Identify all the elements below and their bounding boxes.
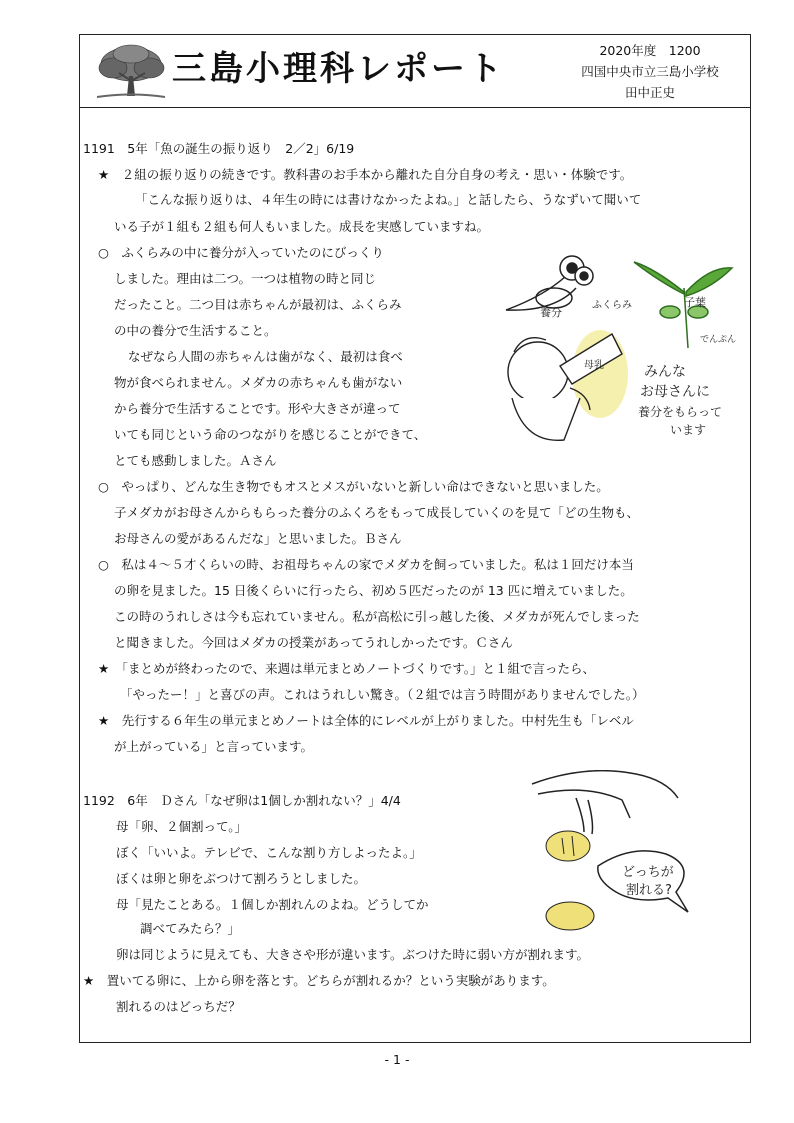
school-name: 四国中央市立三島小学校 (581, 64, 719, 79)
paragraph-line: 卵は同じように見えても、大きさや形が違います。ぶつけた時に弱い方が割れます。 (116, 947, 590, 962)
paragraph-line: 「こんな振り返りは、４年生の時には書けなかったよね。」と話したら、うなずいて聞いて (135, 192, 642, 207)
paragraph-line: ★ ２組の振り返りの続きです。教科書のお手本から離れた自分自身の考え・思い・体験です。 (98, 167, 633, 182)
milk-label: 母乳 (584, 360, 604, 371)
starch-label: でんぷん (700, 335, 737, 345)
note-line: います (670, 423, 707, 437)
bubble-text: どっちが (622, 865, 674, 880)
note-line: お母さんに (640, 384, 710, 400)
paragraph-line: 物が食べられません。メダカの赤ちゃんも歯がない (114, 375, 403, 390)
paragraph-line: 母「見たことある。１個しか割れんのよね。どうしてか (116, 897, 429, 912)
yolk-label: 養分 (540, 306, 562, 319)
tree-logo-icon (93, 40, 169, 102)
paragraph-line: 割れるのはどっちだ？ (116, 999, 241, 1014)
paragraph-line: この時のうれしさは今も忘れていません。私が高松に引っ越した後、メダカが死んでしまった (114, 609, 640, 624)
paragraph-line: ぼくは卵と卵をぶつけて割ろうとしました。 (116, 871, 367, 886)
paragraph-line: ○ 私は４～５才くらいの時、お祖母ちゃんの家でメダカを飼っていました。私は１回だけ本当 (98, 557, 634, 572)
cotyledon-label: 子葉 (684, 296, 706, 309)
paragraph-line: ○ やっぱり、どんな生き物でもオスとメスがいないと新しい命はできないと思いました。 (98, 479, 609, 494)
bulge-label: ふくらみ (592, 300, 632, 311)
paragraph-line: いる子が１組も２組も何人もいました。成長を実感していますね。 (114, 219, 490, 234)
paragraph-line: だったこと。二つ目は赤ちゃんが最初は、ふくらみ (114, 297, 402, 312)
hand-icon (532, 771, 678, 834)
paragraph-line: と聞きました。今回はメダカの授業があってうれしかったです。Ｃさん (114, 635, 513, 650)
note-line: みんな (644, 364, 686, 380)
header-info (560, 40, 740, 103)
paragraph-line: ★ 置いてる卵に、上から卵を落とす。どちらが割れるか？という実験があります。 (83, 973, 555, 988)
paragraph-line: 「やったー！」と喜びの声。これはうれしい驚き。（２組では言う時間がありませんでした。） (120, 687, 645, 702)
note-line: 養分をもらって (638, 405, 723, 419)
falling-egg-icon (546, 831, 590, 861)
paragraph-line: ぼく「いいよ。テレビで、こんな割り方しよったよ。」 (116, 845, 422, 860)
bubble-text: 割れる? (626, 883, 672, 898)
resting-egg-icon (546, 902, 594, 930)
paragraph-line: ★ 先行する６年生の単元まとめノートは全体的にレベルが上がりました。中村先生も「レベル (98, 713, 634, 728)
paragraph-line: ★ 「まとめが終わったので、来週は単元まとめノートづくりです。」と１組で言ったら、 (98, 661, 595, 676)
paragraph-line: お母さんの愛があるんだな」と思いました。Ｂさん (114, 531, 402, 546)
yolk-sac-illustration (484, 248, 740, 444)
paragraph-line: の卵を見ました。15 日後くらいに行ったら、初め５匹だったのが 13 匹に増えていました。 (114, 583, 633, 598)
fish-larva-icon (506, 256, 593, 310)
paragraph-line: の中の養分で生活すること。 (114, 323, 277, 338)
speech-bubble (598, 851, 688, 912)
paragraph-line: が上がっている」と言っています。 (114, 739, 314, 754)
paragraph-line: とても感動しました。Ａさん (114, 453, 277, 468)
author-name: 田中正史 (624, 85, 675, 100)
paragraph-line: から養分で生活することです。形や大きさが違って (114, 401, 401, 416)
paragraph-line: なぜなら人間の赤ちゃんは歯がなく、最初は食べ (128, 349, 403, 364)
report-1191-heading: 1191 5年「魚の誕生の振り返り 2／2」6/19 (83, 141, 355, 156)
paragraph-line: しました。理由は二つ。一つは植物の時と同じ (114, 271, 377, 286)
paragraph-line: 母「卵、２個割って。」 (116, 819, 248, 834)
year-issue-number: 2020年度 1200 (599, 43, 701, 58)
egg-drop-illustration (526, 770, 726, 940)
paragraph-line: 子メダカがお母さんからもらった養分のふくろをもって成長していくのを見て「どの生物も、 (114, 505, 640, 520)
report-1192-heading: 1192 6年 Ｄさん「なぜ卵は1個しか割れない？」4/4 (83, 793, 401, 808)
header-divider (79, 107, 751, 108)
paragraph-line: 調べてみたら？」 (140, 921, 241, 936)
paragraph-line: いても同じという命のつながりを感じることができて、 (114, 427, 427, 442)
page-title: 三島小理科レポート (172, 49, 505, 89)
paragraph-line: ○ ふくらみの中に養分が入っていたのにびっくり (98, 245, 384, 260)
page-number: - 1 - (384, 1052, 410, 1067)
